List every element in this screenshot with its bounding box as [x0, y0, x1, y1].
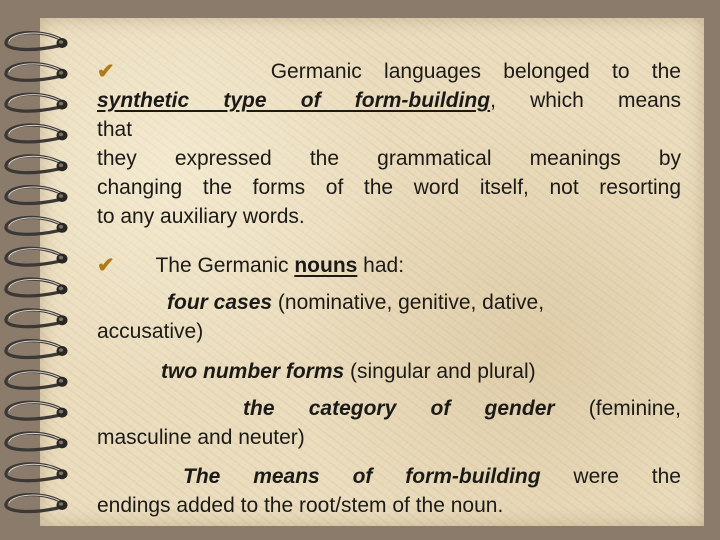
binding-ring — [6, 341, 68, 358]
p1-line-3: that — [97, 118, 133, 141]
term-two-number-forms: two number forms — [161, 360, 345, 383]
binding-ring — [6, 63, 68, 80]
p1-line-1: ✔ Germanic languages belonged to the — [97, 60, 681, 83]
binding-ring — [6, 279, 68, 296]
term-means-of-form-building: The means of form-building — [183, 465, 541, 488]
p1-line-2: synthetic type of form-building, which means — [97, 89, 681, 112]
binding-ring — [6, 248, 68, 265]
binding-ring — [6, 94, 68, 111]
binding-ring — [6, 33, 68, 50]
paragraph-four-cases: four cases (nominative, genitive, dative, accusative) — [97, 291, 545, 343]
binding-ring — [6, 495, 68, 512]
paragraph-number-forms: two number forms (singular and plural) — [161, 360, 536, 383]
binding-ring — [6, 464, 68, 481]
term-nouns: nouns — [294, 254, 358, 277]
binding-ring — [6, 371, 68, 388]
p1-line-4: they expressed the grammatical meanings by — [97, 147, 681, 170]
p1-line-6: to any auxiliary words. — [97, 205, 305, 228]
binding-ring — [6, 156, 68, 173]
binding-ring — [6, 310, 68, 327]
binding-ring — [6, 125, 68, 142]
term-category-of-gender: the category of gender — [243, 397, 555, 420]
binding-ring — [6, 433, 68, 450]
check-mark-icon: ✔ — [97, 254, 115, 277]
paragraph-synthetic — [97, 57, 681, 231]
paragraph-means: The means of form-building were the endings added to the root/stem of the noun. — [97, 465, 681, 517]
binding-ring — [6, 402, 68, 419]
paragraph-nouns: ✔ The Germanic nouns had: — [97, 254, 405, 277]
paragraph-gender: the category of gender (feminine, masculine and neuter) — [97, 397, 681, 449]
check-mark-icon: ✔ — [97, 60, 115, 83]
term-four-cases: four cases — [167, 291, 273, 314]
term-synthetic-type: synthetic type of form-building — [97, 89, 491, 112]
p1-line-5: changing the forms of the word itself, not resorting — [97, 176, 681, 199]
binding-ring — [6, 187, 68, 204]
binding-ring — [6, 217, 68, 234]
spiral-binding — [0, 0, 80, 540]
